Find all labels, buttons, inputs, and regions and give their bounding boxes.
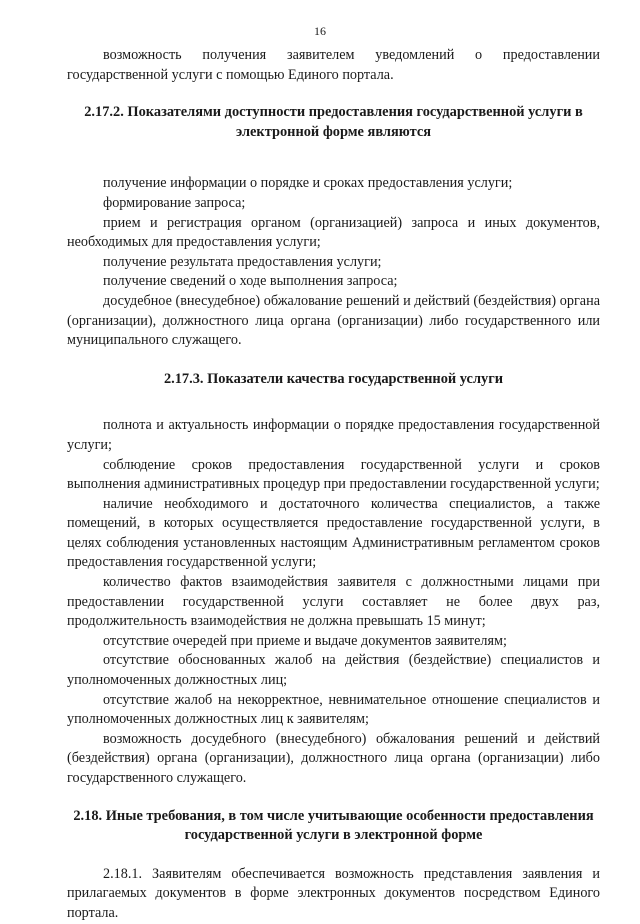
section-2-17-2-list — [67, 174, 600, 350]
section-2-17-3-list — [67, 416, 600, 788]
heading-2-18: 2.18. Иные требования, в том числе учитывающие особенности предоставления государственной услуги в электронной форме — [73, 807, 594, 844]
document-body — [67, 46, 600, 924]
list-item: получение информации о порядке и сроках предоставления услуги; — [103, 175, 513, 192]
list-item: получение результата предоставления услуги; — [103, 253, 382, 270]
page-number: 16 — [314, 24, 326, 38]
list-item: получение сведений о ходе выполнения запроса; — [103, 273, 398, 290]
heading-2-17-2: 2.17.2. Показателями доступности предоставления государственной услуги в электронной форме являются — [84, 104, 583, 140]
paragraph-2-18-1: 2.18.1. Заявителям обеспечивается возможность представления заявления и прилагаемых документов в форме электронных документов посредством Единого портала. — [67, 865, 600, 921]
list-item: отсутствие жалоб на некорректное, невнимательное отношение специалистов и уполномоченных должностных лиц к заявителям; — [67, 691, 600, 728]
list-item: отсутствие обоснованных жалоб на действия (бездействие) специалистов и уполномоченных должностных лиц; — [67, 652, 600, 689]
list-item: формирование запроса; — [103, 194, 246, 211]
intro-paragraph: возможность получения заявителем уведомлений о предоставлении государственной услуги с помощью Единого портала. — [67, 47, 600, 83]
list-item: наличие необходимого и достаточного количества специалистов, а также помещений, в которых осуществляется предоставление государственной услуги, в целях соблюдения установленных настоящим Административным регламентом сроков предоставления государственной услуги; — [67, 495, 600, 571]
heading-2-17-3: 2.17.3. Показатели качества государственной услуги — [163, 370, 504, 387]
list-item: прием и регистрация органом (организацией) запроса и иных документов, необходимых для предоставления услуги; — [67, 214, 600, 251]
list-item: соблюдение сроков предоставления государственной услуги и сроков выполнения административных процедур при предоставлении государственной услуги; — [67, 456, 600, 493]
list-item: досудебное (внесудебное) обжалование решений и действий (бездействия) органа (организации), должностного лица органа (организации) либо государственного или муниципального служащего. — [67, 292, 600, 349]
list-item: количество фактов взаимодействия заявителя с должностными лицами при предоставлении государственной услуги составляет не более двух раз, продолжительность взаимодействия не должна превышать 15 минут; — [67, 574, 600, 630]
list-item: полнота и актуальность информации о порядке предоставления государственной услуги; — [67, 417, 600, 453]
list-item: отсутствие очередей при приеме и выдаче документов заявителям; — [103, 632, 507, 649]
list-item: возможность досудебного (внесудебного) обжалования решений и действий (бездействия) органа (организации), должностного лица органа (организации) либо государственного служащего. — [67, 730, 600, 786]
